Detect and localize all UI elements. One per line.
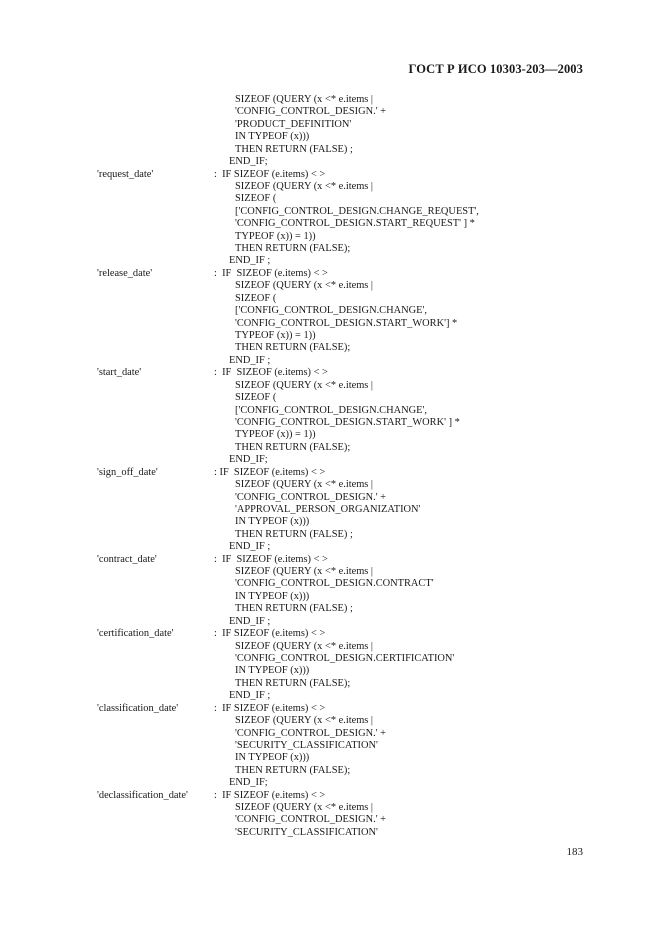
code-text: 'CONFIG_CONTROL_DESIGN.CERTIFICATION' [235,652,455,664]
code-line [0,156,661,168]
code-text: TYPEOF (x)) = 1)) [235,330,316,342]
code-line [0,591,661,603]
code-text: END_IF ; [229,690,271,702]
code-text: SIZEOF ( [235,292,277,304]
code-text: SIZEOF (QUERY (x <* e.items | [235,180,374,192]
code-line [0,243,661,255]
code-line [0,467,661,479]
code-text: IN TYPEOF (x))) [235,752,310,764]
code-text: SIZEOF (QUERY (x <* e.items | [235,379,374,391]
code-text: END_IF; [229,156,268,168]
code-text: 'CONFIG_CONTROL_DESIGN.' + [235,814,387,826]
code-line [0,790,661,802]
code-line [0,330,661,342]
code-line [0,616,661,628]
document-header: ГОСТ Р ИСО 10303-203—2003 [408,62,583,76]
code-line [0,541,661,553]
code-text: ['CONFIG_CONTROL_DESIGN.CHANGE', [235,404,427,416]
code-line [0,529,661,541]
code-line [0,492,661,504]
code-text: END_IF ; [229,255,271,267]
code-line [0,653,661,665]
code-text: TYPEOF (x)) = 1)) [235,429,316,441]
code-line [0,218,661,230]
code-line [0,144,661,156]
code-text: 'PRODUCT_DEFINITION' [235,118,352,130]
code-line [0,479,661,491]
code-line [0,603,661,615]
code-line [0,578,661,590]
code-text: THEN RETURN (FALSE) ; [235,528,353,540]
code-line [0,454,661,466]
code-line [0,342,661,354]
code-line [0,305,661,317]
code-text: THEN RETURN (FALSE); [235,677,351,689]
code-line [0,293,661,305]
attribute-label: 'start_date' [97,367,142,379]
attribute-label: 'release_date' [97,267,153,279]
attribute-label: 'request_date' [97,168,154,180]
code-line [0,193,661,205]
code-text: 'CONFIG_CONTROL_DESIGN.START_WORK' ] * [235,416,460,428]
code-line [0,106,661,118]
code-line [0,703,661,715]
code-text: IN TYPEOF (x))) [235,131,310,143]
code-text: SIZEOF (QUERY (x <* e.items | [235,715,374,727]
code-line [0,429,661,441]
code-text: : IF SIZEOF (e.items) < > [214,267,328,279]
code-text: IN TYPEOF (x))) [235,590,310,602]
code-text: THEN RETURN (FALSE); [235,441,351,453]
code-line [0,678,661,690]
code-text: 'APPROVAL_PERSON_ORGANIZATION' [235,503,421,515]
code-text: THEN RETURN (FALSE); [235,243,351,255]
code-text: 'CONFIG_CONTROL_DESIGN.START_REQUEST' ] * [235,218,475,230]
code-text: IN TYPEOF (x))) [235,516,310,528]
code-line [0,690,661,702]
code-text: SIZEOF (QUERY (x <* e.items | [235,802,374,814]
code-line [0,777,661,789]
code-text: 'SECURITY_CLASSIFICATION' [235,739,378,751]
code-text: IN TYPEOF (x))) [235,665,310,677]
code-text: : IF SIZEOF (e.items) < > [214,789,326,801]
code-text: THEN RETURN (FALSE); [235,764,351,776]
code-text: END_IF; [229,777,268,789]
code-line [0,827,661,839]
code-text: 'CONFIG_CONTROL_DESIGN.' + [235,106,387,118]
code-line [0,255,661,267]
attribute-label: 'declassification_date' [97,789,188,801]
code-text: : IF SIZEOF (e.items) < > [214,628,326,640]
code-text: 'SECURITY_CLASSIFICATION' [235,826,378,838]
code-line [0,417,661,429]
code-text: THEN RETURN (FALSE) ; [235,603,353,615]
code-text: TYPEOF (x)) = 1)) [235,230,316,242]
code-text: END_IF; [229,454,268,466]
code-text: END_IF ; [229,354,271,366]
attribute-label: 'classification_date' [97,702,179,714]
attribute-label: 'contract_date' [97,553,157,565]
code-line [0,280,661,292]
code-line [0,728,661,740]
code-line [0,504,661,516]
code-line [0,206,661,218]
code-text: : IF SIZEOF (e.items) < > [214,168,326,180]
code-text: SIZEOF (QUERY (x <* e.items | [235,94,374,105]
code-text: : IF SIZEOF (e.items) < > [214,702,326,714]
code-line [0,665,661,677]
code-line [0,94,661,106]
code-text: END_IF ; [229,615,271,627]
page-number: 183 [566,846,583,858]
code-text: END_IF ; [229,541,271,553]
code-text: : IF SIZEOF (e.items) < > [214,466,326,478]
code-text: 'CONFIG_CONTROL_DESIGN.' + [235,727,387,739]
code-text: SIZEOF (QUERY (x <* e.items | [235,640,374,652]
attribute-label: 'certification_date' [97,628,174,640]
code-line [0,367,661,379]
code-line [0,405,661,417]
attribute-label: 'sign_off_date' [97,466,158,478]
code-line [0,181,661,193]
code-line [0,392,661,404]
code-line [0,119,661,131]
code-line [0,169,661,181]
code-line [0,318,661,330]
code-text: 'CONFIG_CONTROL_DESIGN.' + [235,491,387,503]
code-line [0,516,661,528]
code-line [0,231,661,243]
code-text: SIZEOF (QUERY (x <* e.items | [235,479,374,491]
code-text: THEN RETURN (FALSE) ; [235,143,353,155]
code-line [0,715,661,727]
code-line [0,802,661,814]
code-text: : IF SIZEOF (e.items) < > [214,553,328,565]
code-text: ['CONFIG_CONTROL_DESIGN.CHANGE_REQUEST', [235,205,479,217]
code-line [0,740,661,752]
code-line [0,380,661,392]
code-text: 'CONFIG_CONTROL_DESIGN.START_WORK'] * [235,317,458,329]
code-text: SIZEOF (QUERY (x <* e.items | [235,280,374,292]
code-line [0,442,661,454]
code-text: THEN RETURN (FALSE); [235,342,351,354]
code-line [0,131,661,143]
code-line [0,566,661,578]
code-line [0,628,661,640]
code-listing [0,94,661,839]
code-line [0,268,661,280]
code-line [0,814,661,826]
code-text: SIZEOF ( [235,392,277,404]
code-line [0,355,661,367]
code-line [0,641,661,653]
code-text: ['CONFIG_CONTROL_DESIGN.CHANGE', [235,305,427,317]
code-text: SIZEOF ( [235,193,277,205]
code-text: SIZEOF (QUERY (x <* e.items | [235,566,374,578]
code-line [0,765,661,777]
code-text: 'CONFIG_CONTROL_DESIGN.CONTRACT' [235,578,434,590]
code-text: : IF SIZEOF (e.items) < > [214,367,328,379]
code-line [0,752,661,764]
code-line [0,554,661,566]
